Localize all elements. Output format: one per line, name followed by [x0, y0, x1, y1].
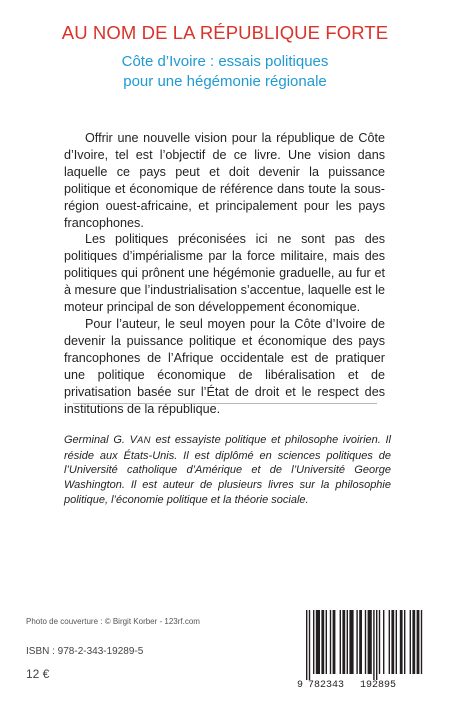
barcode-digits-left: 782343 — [308, 680, 345, 690]
barcode-bar — [391, 610, 394, 674]
summary-paragraph-1: Offrir une nouvelle vision pour la république de Côte d’Ivoire, tel est l’objectif de ce livre. Une vision dans laquelle ce pays peut et doit devenir la puissance politique et économique de référence dans toute la sous-région ouest-africaine, et principalement pour les pays francophones. — [64, 131, 385, 230]
barcode-bar — [383, 610, 384, 674]
barcode-bar — [396, 610, 397, 674]
book-subtitle — [0, 52, 450, 92]
barcode-bar — [313, 610, 314, 674]
section-divider — [73, 403, 377, 404]
barcode-bar — [342, 610, 345, 674]
barcode-bar — [412, 610, 415, 674]
summary-paragraph-3: Pour l’auteur, le seul moyen pour la Côte d’Ivoire de devenir la puissance politique et économique des pays francophones de l’Afrique occidentale est de pratiquer une politique économique de libéralisation et de privatisation basée sur l’État de droit et le respect des institutions de la république. — [64, 316, 385, 416]
subtitle-line-2: pour une hégémonie régionale — [123, 73, 327, 90]
summary-paragraph-2: Les politiques préconisées ici ne sont pas des politiques d’impérialisme par la force militaire, mais des politiques qui prônent une hégémonie graduelle, au fur et à mesure que l’industrialisation s’accentue, laquelle est le moteur principal de son développement économique. — [64, 232, 385, 315]
barcode — [294, 608, 426, 690]
barcode-bar — [359, 610, 362, 674]
barcode-bar — [349, 610, 353, 674]
barcode-bar — [379, 610, 380, 674]
barcode-bar — [356, 610, 357, 674]
barcode-bar — [309, 610, 310, 680]
barcode-bar — [333, 610, 336, 674]
barcode-bar — [326, 610, 327, 674]
barcode-bar — [417, 610, 420, 674]
barcode-bar — [368, 610, 372, 674]
author-bio — [64, 433, 391, 508]
barcode-bar — [321, 610, 324, 674]
barcode-bar — [330, 610, 331, 674]
barcode-bar — [376, 610, 377, 680]
barcode-bar — [347, 610, 348, 674]
barcode-bars — [306, 610, 422, 680]
barcode-digits-right: 192895 — [360, 680, 397, 690]
back-cover-summary — [64, 130, 385, 417]
barcode-bar — [410, 610, 411, 674]
subtitle-line-1: Côte d’Ivoire : essais politiques — [121, 53, 329, 70]
book-title: AU NOM DE LA RÉPUBLIQUE FORTE — [61, 22, 389, 43]
author-bio-text: est essayiste politique et philosophe ivoirien. Il réside aux États-Unis. Il est diplômé en sciences politiques de l’Université catholique d’Amérique et de l’Université George Washington. Il est auteur de plusieurs livres sur la philosophie politique, l’économie politique et la théorie sociale. — [64, 434, 392, 506]
barcode-bar — [365, 610, 366, 674]
barcode-bar — [373, 610, 374, 680]
isbn: ISBN : 978-2-343-19289-5 — [26, 646, 144, 657]
author-name-first: Germinal G. V — [64, 434, 137, 446]
barcode-bar — [340, 610, 341, 674]
author-name-last: AN — [136, 435, 151, 446]
barcode-bar — [306, 610, 307, 680]
barcode-digit-first: 9 — [297, 680, 304, 690]
barcode-bar — [404, 610, 405, 674]
barcode-bar — [389, 610, 390, 674]
price: 12 € — [26, 667, 50, 681]
barcode-bar — [421, 610, 422, 674]
barcode-bar — [400, 610, 403, 674]
barcode-bar — [316, 610, 320, 674]
cover-photo-credit: Photo de couverture : © Birgit Korber - 123rf.com — [26, 617, 200, 626]
